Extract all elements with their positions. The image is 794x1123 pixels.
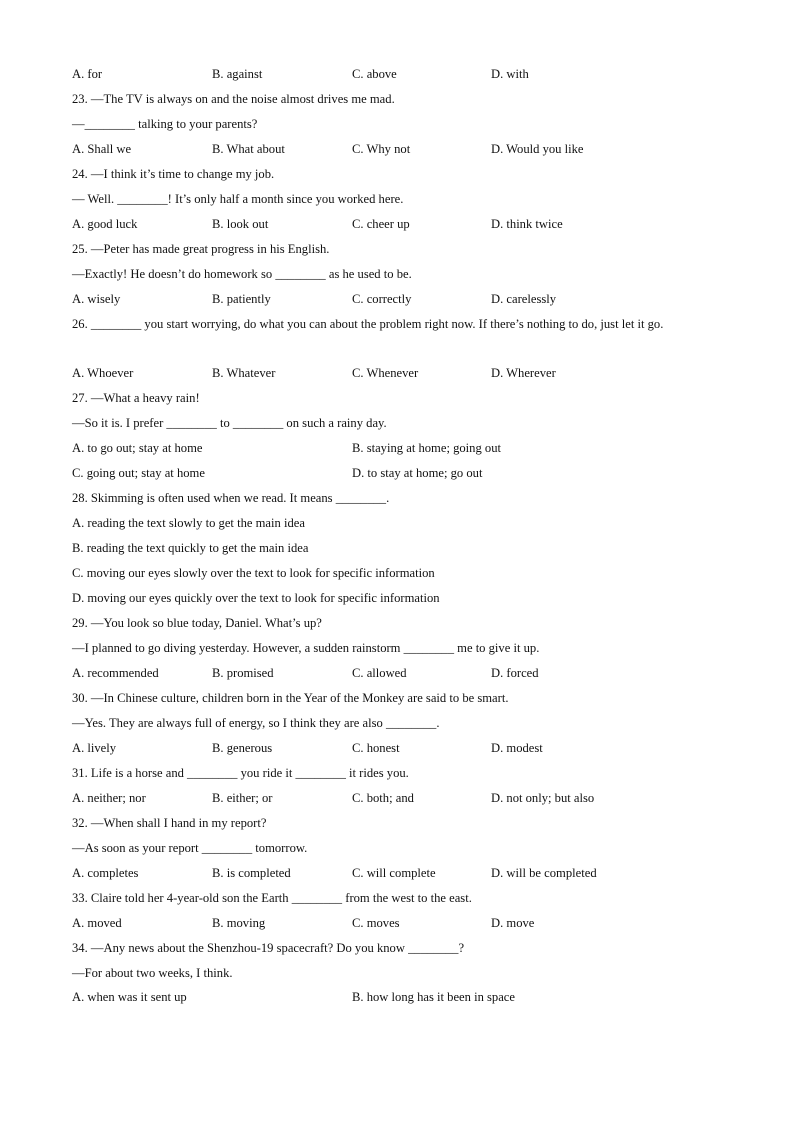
q31-option-b: B. either; or xyxy=(212,791,273,805)
q31-question: 31. Life is a horse and ________ you ride it ________ it rides you. xyxy=(72,766,409,780)
q33-question: 33. Claire told her 4-year-old son the Earth ________ from the west to the east. xyxy=(72,891,472,905)
q25-option-d: D. carelessly xyxy=(491,292,557,306)
q31-option-a: A. neither; nor xyxy=(72,791,146,805)
q26-option-c: C. Whenever xyxy=(352,366,419,380)
q28-question: 28. Skimming is often used when we read. It means ________. xyxy=(72,491,390,505)
q34-option-b: B. how long has it been in space xyxy=(352,990,515,1004)
q25-option-a: A. wisely xyxy=(72,292,121,306)
q33-option-c: C. moves xyxy=(352,916,400,930)
q31-option-c: C. both; and xyxy=(352,791,414,805)
q27-question: 27. —What a heavy rain! xyxy=(72,391,200,405)
q23-option-d: D. Would you like xyxy=(491,142,584,156)
q23-option-b: B. What about xyxy=(212,142,285,156)
q22-option-b: B. against xyxy=(212,67,263,81)
q30-option-c: C. honest xyxy=(352,741,400,755)
q32-option-b: B. is completed xyxy=(212,866,291,880)
q31-option-d: D. not only; but also xyxy=(491,791,595,805)
q29-option-d: D. forced xyxy=(491,666,539,680)
q28-option-a: A. reading the text slowly to get the main idea xyxy=(72,516,305,530)
q25-option-c: C. correctly xyxy=(352,292,412,306)
q29-question: 29. —You look so blue today, Daniel. What’s up? xyxy=(72,616,322,630)
q33-option-a: A. moved xyxy=(72,916,122,930)
q26-stem: 26. ________ you start worrying, do what you can about the problem right now. If there’s nothing to do, just let it go. xyxy=(72,317,664,331)
q30-option-b: B. generous xyxy=(212,741,273,755)
q23-question: 23. —The TV is always on and the noise almost drives me mad. xyxy=(72,92,395,106)
q27-option-c: C. going out; stay at home xyxy=(72,466,205,480)
q25-response: —Exactly! He doesn’t do homework so ________ as he used to be. xyxy=(72,267,412,281)
q28-option-d: D. moving our eyes quickly over the text to look for specific information xyxy=(72,591,440,605)
q24-question: 24. —I think it’s time to change my job. xyxy=(72,167,275,181)
q33-option-d: D. move xyxy=(491,916,535,930)
q29-option-c: C. allowed xyxy=(352,666,407,680)
q34-question: 34. —Any news about the Shenzhou-19 spacecraft? Do you know ________? xyxy=(72,941,465,955)
q32-option-c: C. will complete xyxy=(352,866,436,880)
q30-option-d: D. modest xyxy=(491,741,543,755)
q22-option-a: A. for xyxy=(72,67,103,81)
q22-option-c: C. above xyxy=(352,67,397,81)
q27-option-a: A. to go out; stay at home xyxy=(72,441,203,455)
q32-question: 32. —When shall I hand in my report? xyxy=(72,816,267,830)
q27-response: —So it is. I prefer ________ to ________ on such a rainy day. xyxy=(72,416,387,430)
q33-option-b: B. moving xyxy=(212,916,266,930)
q24-response: — Well. ________! It’s only half a month since you worked here. xyxy=(72,192,404,206)
q30-response: —Yes. They are always full of energy, so I think they are also ________. xyxy=(72,716,440,730)
q26-option-a: A. Whoever xyxy=(72,366,134,380)
q24-option-c: C. cheer up xyxy=(352,217,410,231)
q32-response: —As soon as your report ________ tomorrow. xyxy=(72,841,308,855)
q28-option-c: C. moving our eyes slowly over the text to look for specific information xyxy=(72,566,435,580)
q23-option-a: A. Shall we xyxy=(72,142,132,156)
q24-option-a: A. good luck xyxy=(72,217,138,231)
q25-option-b: B. patiently xyxy=(212,292,271,306)
q34-response: —For about two weeks, I think. xyxy=(72,966,233,980)
q30-option-a: A. lively xyxy=(72,741,117,755)
q32-option-d: D. will be completed xyxy=(491,866,597,880)
q24-option-d: D. think twice xyxy=(491,217,563,231)
q32-option-a: A. completes xyxy=(72,866,139,880)
q28-option-b: B. reading the text quickly to get the main idea xyxy=(72,541,309,555)
q23-option-c: C. Why not xyxy=(352,142,411,156)
q29-option-a: A. recommended xyxy=(72,666,159,680)
q25-question: 25. —Peter has made great progress in his English. xyxy=(72,242,330,256)
q29-response: —I planned to go diving yesterday. However, a sudden rainstorm ________ me to give it up. xyxy=(72,641,540,655)
q29-option-b: B. promised xyxy=(212,666,274,680)
q22-option-d: D. with xyxy=(491,67,529,81)
q26-option-b: B. Whatever xyxy=(212,366,276,380)
q27-option-d: D. to stay at home; go out xyxy=(352,466,483,480)
q24-option-b: B. look out xyxy=(212,217,269,231)
q27-option-b: B. staying at home; going out xyxy=(352,441,502,455)
q30-question: 30. —In Chinese culture, children born in the Year of the Monkey are said to be smart. xyxy=(72,691,509,705)
q23-response: —________ talking to your parents? xyxy=(72,117,258,131)
q26-option-d: D. Wherever xyxy=(491,366,556,380)
q34-option-a: A. when was it sent up xyxy=(72,990,187,1004)
